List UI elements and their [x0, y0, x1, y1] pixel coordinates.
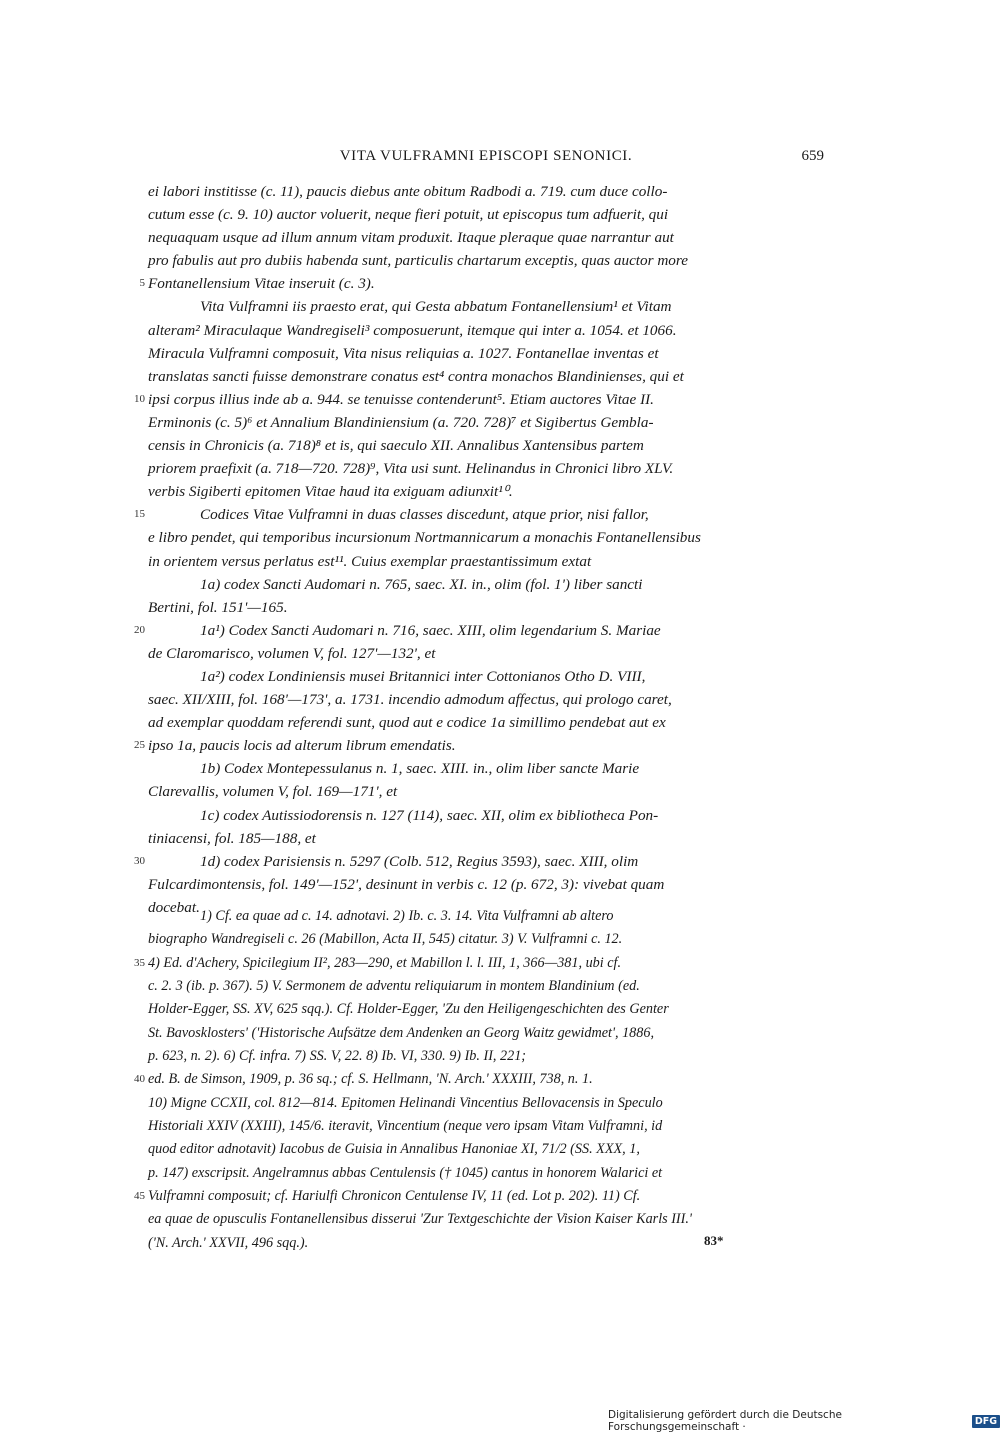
- text-line: [148, 226, 824, 249]
- footnote-line: [148, 1162, 824, 1185]
- line-number: 5: [139, 277, 145, 290]
- line-number: 40: [134, 1073, 145, 1086]
- footnote-line: [134, 1185, 824, 1208]
- line-text: Clarevallis, volumen V, fol. 169—171', et: [148, 783, 398, 801]
- line-text: e libro pendet, qui temporibus incursionum Nortmannicarum a monachis Fontanellensibus: [148, 529, 701, 547]
- text-line: [148, 365, 824, 388]
- footnote-line: [148, 928, 824, 951]
- line-text: p. 623, n. 2). 6) Cf. infra. 7) SS. V, 22. 8) Ib. VI, 330. 9) Ib. II, 221;: [148, 1048, 527, 1065]
- line-text: ei labori institisse (c. 11), paucis diebus ante obitum Radbodi a. 719. cum duce collo-: [148, 183, 668, 200]
- footnote-line: [148, 1022, 824, 1045]
- text-line: [148, 827, 824, 850]
- text-line: [148, 180, 824, 203]
- footnote-line: [148, 1115, 824, 1138]
- line-text: quod editor adnotavit) Iacobus de Guisia in Annalibus Hanoniae XI, 71/2 (SS. XXX, 1,: [148, 1141, 640, 1158]
- footnotes: [134, 905, 824, 1255]
- text-line: [148, 757, 824, 780]
- text-line: [134, 503, 824, 526]
- line-text: saec. XII/XIII, fol. 168'—173', a. 1731. incendio admodum affectus, qui prologo caret,: [148, 691, 672, 709]
- line-text: p. 147) exscripsit. Angelramnus abbas Centulensis († 1045) cantus in honorem Walarici et: [148, 1164, 663, 1181]
- footnote-line: [148, 905, 824, 928]
- footnote-line: [148, 1138, 824, 1161]
- text-line: [148, 573, 824, 596]
- line-number: 35: [134, 956, 145, 969]
- text-line: [148, 873, 824, 896]
- line-text: Vita Vulframni iis praesto erat, qui Gesta abbatum Fontanellensium¹ et Vitam: [200, 298, 672, 316]
- line-text: in orientem versus perlatus est¹¹. Cuius exemplar praestantissimum extat: [148, 552, 592, 570]
- line-text: Bertini, fol. 151'—165.: [148, 598, 288, 616]
- line-text: 1c) codex Autissiodorensis n. 127 (114), saec. XII, olim ex bibliotheca Pon-: [200, 806, 659, 824]
- text-line: [134, 850, 824, 873]
- text-line: [148, 457, 824, 480]
- line-text: ad exemplar quoddam referendi sunt, quod aut e codice 1a simillimo pendebat aut ex: [148, 714, 666, 732]
- line-text: docebat.: [148, 898, 200, 916]
- line-number: 45: [134, 1190, 145, 1203]
- line-text: Erminonis (c. 5)⁶ et Annalium Blandiniensium (a. 720. 728)⁷ et Sigibertus Gembla-: [148, 413, 654, 431]
- line-text: Codices Vitae Vulframni in duas classes discedunt, atque prior, nisi fallor,: [200, 506, 649, 524]
- dfg-logo: DFG: [972, 1415, 1000, 1428]
- footnote-line: [148, 998, 824, 1021]
- text-line: [134, 388, 824, 411]
- line-text: 1d) codex Parisiensis n. 5297 (Colb. 512, Regius 3593), saec. XIII, olim: [200, 852, 639, 870]
- text-line: [148, 780, 824, 803]
- line-text: Vulframni composuit; cf. Hariulfi Chronicon Centulense IV, 11 (ed. Lot p. 202). 11) Cf.: [148, 1188, 641, 1205]
- page-header: [148, 148, 824, 170]
- line-number: 25: [134, 739, 145, 752]
- line-text: ipsi corpus illius inde ab a. 944. se tenuisse contenderunt⁵. Etiam auctores Vitae II.: [148, 390, 654, 408]
- line-number: 15: [134, 508, 145, 521]
- text-line: [148, 342, 824, 365]
- line-text: pro fabulis aut pro dubiis habenda sunt, particulis chartarum exceptis, quas auctor more: [148, 252, 688, 270]
- line-text: alteram² Miraculaque Wandregiseli³ composuerunt, itemque qui inter a. 1054. et 1066.: [148, 321, 677, 339]
- line-number: 20: [134, 623, 145, 636]
- footnote-line: [148, 1208, 824, 1231]
- signature-mark: 83*: [704, 1233, 724, 1248]
- line-text: censis in Chronicis (a. 718)⁸ et is, qui saeculo XII. Annalibus Xantensibus partem: [148, 437, 644, 455]
- text-line: [148, 596, 824, 619]
- footnote-line: [134, 952, 824, 975]
- line-text: biographo Wandregiseli c. 26 (Mabillon, Acta II, 545) citatur. 3) V. Vulframni c. 12.: [148, 931, 623, 948]
- text-line: [148, 688, 824, 711]
- footnote-line: [134, 1068, 824, 1091]
- line-text: nequaquam usque ad illum annum vitam produxit. Itaque pleraque quae narrantur aut: [148, 229, 674, 247]
- line-number: 30: [134, 854, 145, 867]
- line-text: Miracula Vulframni composuit, Vita nisus reliquias a. 1027. Fontanellae inventas et: [148, 344, 659, 362]
- line-text: 1a²) codex Londiniensis musei Britannici inter Cottonianos Otho D. VIII,: [200, 667, 646, 685]
- text-line: [139, 272, 824, 295]
- text-line: [148, 203, 824, 226]
- funding-notice: Digitalisierung gefördert durch die Deutsche Forschungsgemeinschaft ·: [608, 1409, 842, 1433]
- line-text: Historiali XXIV (XXIII), 145/6. iteravit, Vincentium (neque vero ipsam Vitam Vulframni, id: [148, 1118, 663, 1135]
- footnote-line: [148, 1092, 824, 1115]
- line-text: 4) Ed. d'Achery, Spicilegium II², 283—290, et Mabillon l. l. III, 1, 366—381, ubi cf.: [148, 954, 622, 971]
- digitization-footer: [608, 1409, 1000, 1433]
- text-line: [134, 734, 824, 757]
- line-text: ed. B. de Simson, 1909, p. 36 sq.; cf. S. Hellmann, 'N. Arch.' XXXIII, 738, n. 1.: [148, 1071, 593, 1088]
- line-text: ea quae de opusculis Fontanellensibus disserui 'Zur Textgeschichte der Vision Kaiser Karls III.': [148, 1211, 692, 1228]
- line-text: 1a¹) Codex Sancti Audomari n. 716, saec. XIII, olim legendarium S. Mariae: [200, 621, 661, 639]
- text-line: [148, 642, 824, 665]
- text-line: [148, 411, 824, 434]
- main-text: [134, 180, 824, 919]
- line-text: ('N. Arch.' XXVII, 496 sqq.).: [148, 1234, 309, 1251]
- text-line: [148, 711, 824, 734]
- line-text: Holder-Egger, SS. XV, 625 sqq.). Cf. Holder-Egger, 'Zu den Heiligengeschichten des Genter: [148, 1001, 669, 1018]
- line-text: priorem praefixit (a. 718—720. 728)⁹, Vita usi sunt. Helinandus in Chronici libro XLV.: [148, 460, 674, 478]
- text-line: [148, 434, 824, 457]
- text-line: [148, 249, 824, 272]
- footnote-line: [148, 975, 824, 998]
- running-title: VITA VULFRAMNI EPISCOPI SENONICI.: [339, 148, 633, 164]
- line-text: 10) Migne CCXII, col. 812—814. Epitomen Helinandi Vincentius Bellovacensis in Speculo: [148, 1094, 663, 1111]
- line-text: St. Bavosklosters' ('Historische Aufsätze dem Andenken an Georg Waitz gewidmet', 1886,: [148, 1024, 655, 1041]
- line-text: Fulcardimontensis, fol. 149'—152', desinunt in verbis c. 12 (p. 672, 3): vivebat quam: [148, 875, 665, 893]
- text-line: [148, 480, 824, 503]
- line-number: 10: [134, 392, 145, 405]
- line-text: cutum esse (c. 9. 10) auctor voluerit, neque fieri potuit, ut episcopus tum adfuerit, qui: [148, 206, 669, 224]
- page-number: 659: [801, 148, 824, 164]
- line-text: tiniacensi, fol. 185—188, et: [148, 829, 316, 847]
- line-text: c. 2. 3 (ib. p. 367). 5) V. Sermonem de adventu reliquiarum in montem Blandinium (ed.: [148, 978, 640, 995]
- text-line: [148, 295, 824, 318]
- line-text: 1) Cf. ea quae ad c. 14. adnotavi. 2) Ib. c. 3. 14. Vita Vulframni ab altero: [200, 908, 614, 924]
- text-line: [148, 665, 824, 688]
- footnote-line: [148, 1045, 824, 1068]
- line-text: 1a) codex Sancti Audomari n. 765, saec. XI. in., olim (fol. 1') liber sancti: [200, 575, 643, 593]
- line-text: ipso 1a, paucis locis ad alterum librum emendatis.: [148, 737, 456, 755]
- text-line: [148, 550, 824, 573]
- line-text: de Claromarisco, volumen V, fol. 127'—132', et: [148, 644, 436, 662]
- text-line: [148, 526, 824, 549]
- line-text: Fontanellensium Vitae inseruit (c. 3).: [148, 275, 375, 293]
- text-line: [134, 619, 824, 642]
- line-text: verbis Sigiberti epitomen Vitae haud ita exiguam adiunxit¹⁰.: [148, 483, 513, 501]
- line-text: translatas sancti fuisse demonstrare conatus est⁴ contra monachos Blandinienses, qui et: [148, 367, 684, 385]
- line-text: 1b) Codex Montepessulanus n. 1, saec. XIII. in., olim liber sancte Marie: [200, 760, 640, 778]
- text-line: [148, 804, 824, 827]
- text-line: [148, 319, 824, 342]
